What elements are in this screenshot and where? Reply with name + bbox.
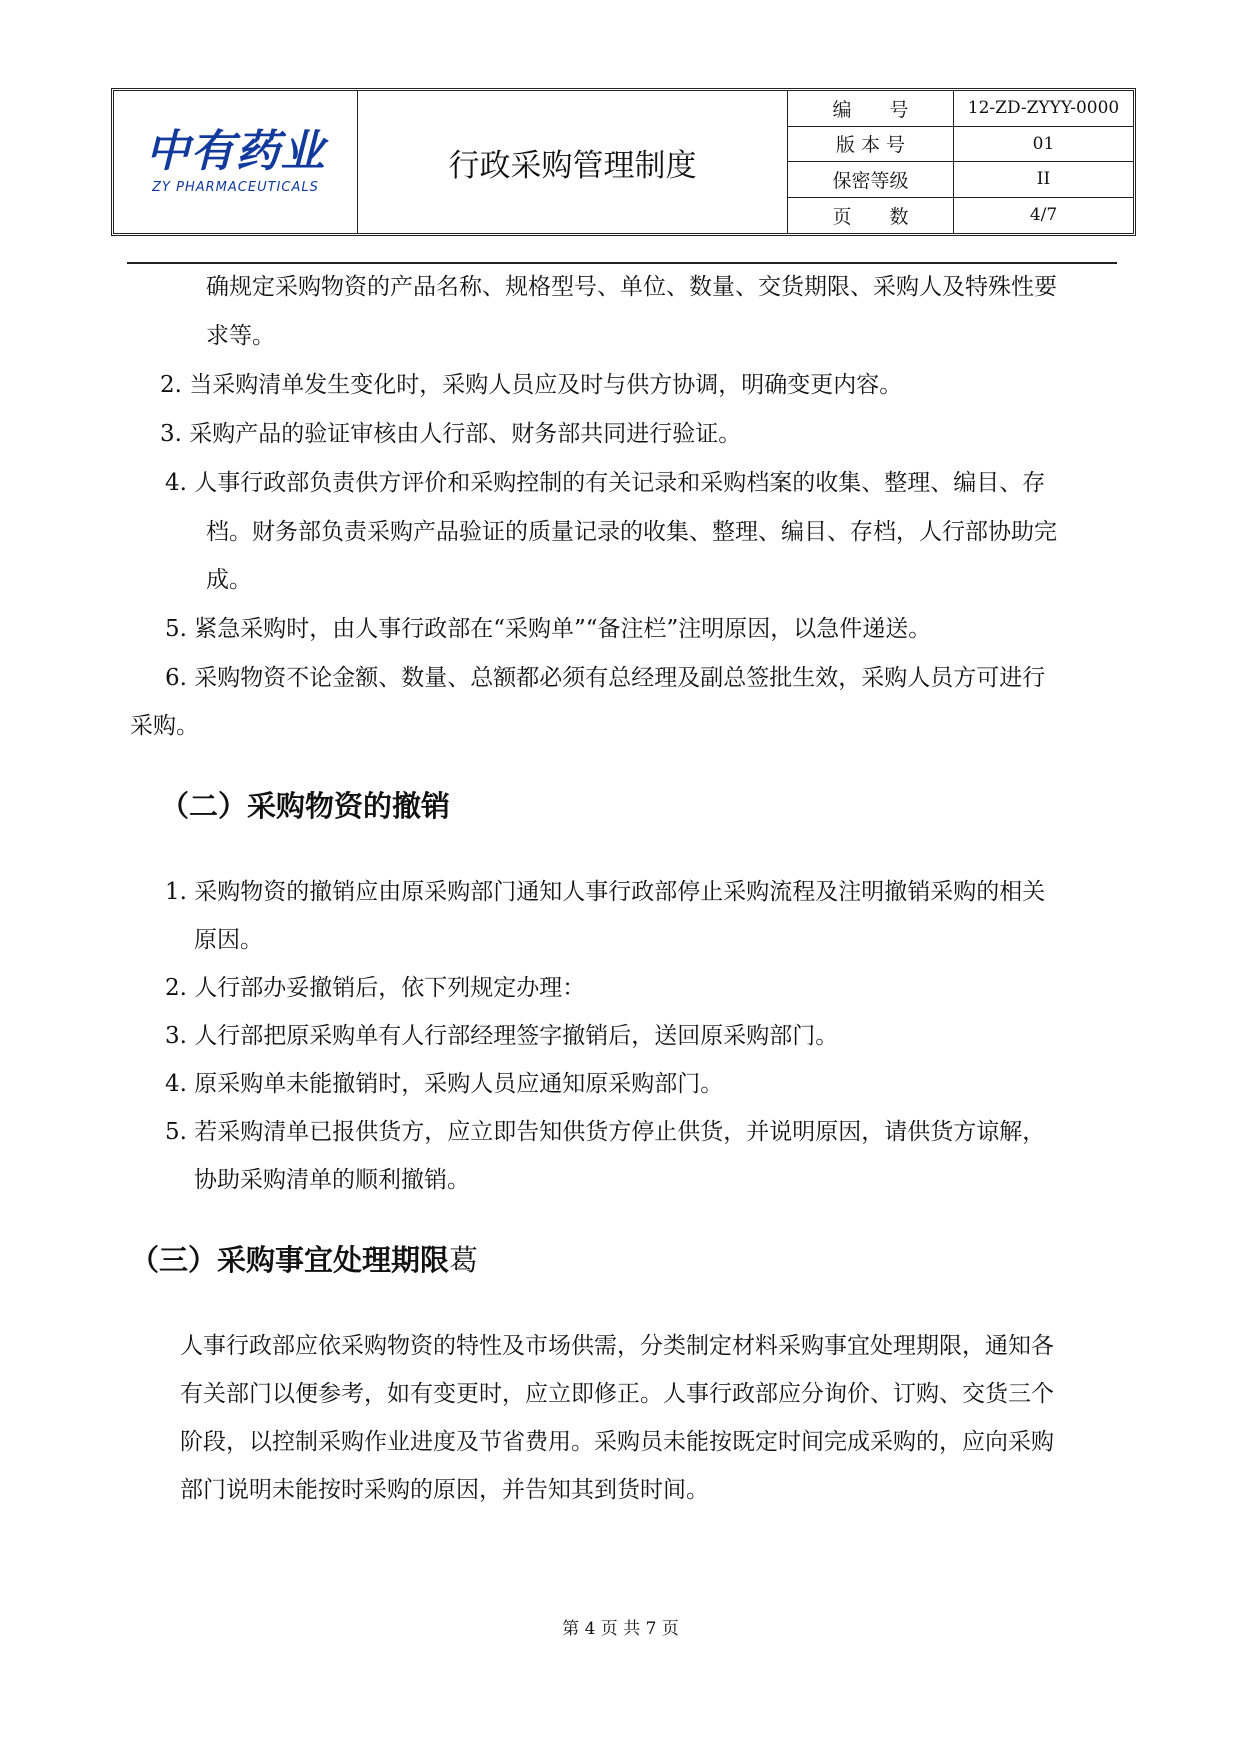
list-item: 1. 采购物资的撤销应由原采购部门通知人事行政部停止采购流程及注明撤销采购的相关 — [165, 879, 1046, 905]
list-item: 2. 人行部办妥撤销后，依下列规定办理： — [165, 975, 586, 1001]
section-heading: （二）采购物资的撤销 — [160, 789, 451, 823]
stray-character: 葛 — [449, 1243, 479, 1277]
list-item: 6. 采购物资不论金额、数量、总额都必须有总经理及副总签批生效，采购人员方可进行 — [165, 665, 1046, 691]
paragraph-line: 部门说明未能按时采购的原因，并告知其到货时间。 — [180, 1477, 709, 1503]
paragraph-line: 采购。 — [130, 713, 199, 739]
paragraph-line: 阶段，以控制采购作业进度及节省费用。采购员未能按既定时间完成采购的，应向采购 — [180, 1429, 1054, 1455]
field-label-version: 版 本 号 — [788, 127, 954, 163]
section-heading — [130, 1242, 478, 1278]
section-heading-text: （三）采购事宜处理期限 — [130, 1243, 450, 1277]
list-item: 3. 人行部把原采购单有人行部经理签字撤销后，送回原采购部门。 — [165, 1023, 839, 1049]
paragraph-line: 确规定采购物资的产品名称、规格型号、单位、数量、交货期限、采购人及特殊性要 — [206, 274, 1057, 300]
document-title: 行政采购管理制度 — [358, 91, 788, 233]
paragraph-line: 协助采购清单的顺利撤销。 — [194, 1167, 470, 1193]
paragraph-line: 档。财务部负责采购产品验证的质量记录的收集、整理、编目、存档，人行部协助完 — [206, 519, 1057, 545]
paragraph-line: 人事行政部应依采购物资的特性及市场供需，分类制定材料采购事宜处理期限，通知各 — [180, 1333, 1054, 1359]
field-value-version: 01 — [954, 127, 1133, 163]
company-logo — [114, 91, 358, 233]
page-footer: 第 4 页 共 7 页 — [562, 1619, 679, 1639]
list-item: 5. 紧急采购时，由人事行政部在“采购单”“备注栏”注明原因，以急件递送。 — [165, 616, 932, 642]
field-value-pages: 4/7 — [1029, 205, 1058, 226]
field-label-pages: 页 数 — [788, 198, 954, 234]
document-info-table — [788, 91, 1133, 233]
paragraph-line: 原因。 — [194, 927, 263, 953]
list-item: 4. 人事行政部负责供方评价和采购控制的有关记录和采购档案的收集、整理、编目、存 — [165, 470, 1046, 496]
list-item: 2. 当采购清单发生变化时，采购人员应及时与供方协调，明确变更内容。 — [160, 372, 903, 398]
list-item: 5. 若采购清单已报供货方，应立即告知供货方停止供货，并说明原因，请供货方谅解， — [165, 1119, 1046, 1145]
list-item: 4. 原采购单未能撤销时，采购人员应通知原采购部门。 — [165, 1071, 724, 1097]
paragraph-line: 有关部门以便参考，如有变更时，应立即修正。人事行政部应分询价、订购、交货三个 — [180, 1381, 1054, 1407]
logo-english-text: ZY PHARMACEUTICALS — [152, 179, 319, 195]
logo-chinese-text: 中有药业 — [145, 125, 326, 177]
field-value-secrecy: II — [954, 162, 1133, 198]
document-header — [111, 88, 1136, 236]
field-value-number: 12-ZD-ZYYY-0000 — [954, 91, 1133, 127]
paragraph-line: 求等。 — [206, 323, 275, 349]
paragraph-line: 成。 — [206, 567, 252, 593]
list-item: 3. 采购产品的验证审核由人行部、财务部共同进行验证。 — [160, 421, 742, 447]
field-label-secrecy: 保密等级 — [788, 162, 954, 198]
field-label-number: 编 号 — [788, 91, 954, 127]
header-divider — [127, 262, 1117, 264]
